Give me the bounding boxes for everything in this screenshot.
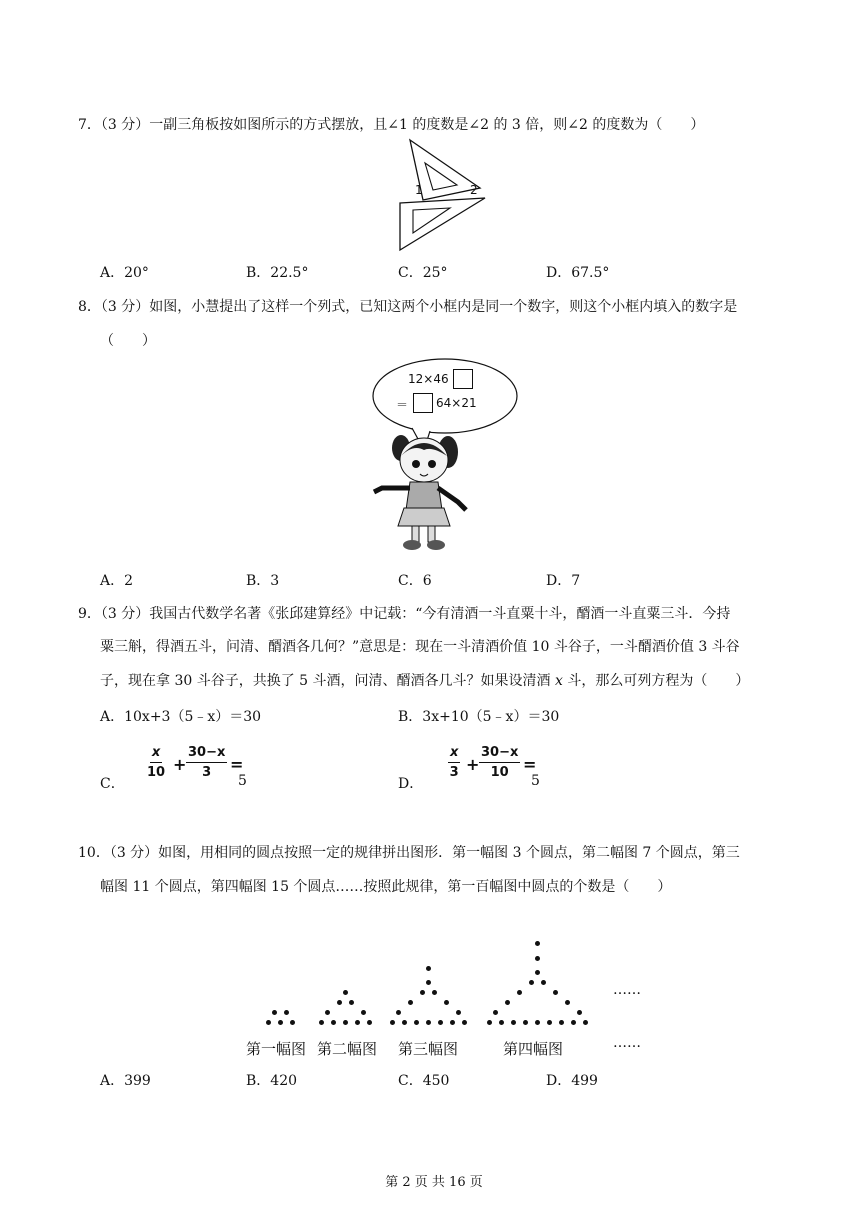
pattern-dot [355,1020,360,1025]
q9-option-d[interactable]: D． [398,776,424,792]
pattern-dot [553,990,558,995]
pattern-dot [583,1020,588,1025]
pattern-dot [493,1010,498,1015]
q9-variable: x [554,673,563,689]
q9-d-rhs: 5 [531,773,540,789]
q10-line1: 10．（3 分）如图，用相同的圆点按照一定的规律拼出图形．第一幅图 3 个圆点，第二幅图 7 个圆点，第三 [78,845,740,861]
pattern-dot [577,1010,582,1015]
ellipsis-top: …… [613,982,641,998]
figure-label-4: 第四幅图 [503,1040,564,1058]
q8-option-c[interactable]: C．6 [398,573,432,589]
q9-line2: 粟三斛，得酒五斗，问清、醑酒各几何？”意思是：现在一斗清酒价值 10 斗谷子，一斗醑酒价值 3 斗谷 [100,639,740,655]
pattern-dot [547,1020,552,1025]
q10-option-a[interactable]: A．399 [100,1073,151,1089]
pattern-dot [565,1000,570,1005]
pattern-dot [290,1020,295,1025]
pattern-dot [426,966,431,971]
figure-label-2: 第二幅图 [317,1040,378,1058]
ellipsis-bottom: …… [613,1035,641,1051]
pattern-dot [541,980,546,985]
pattern-dot [420,990,425,995]
pattern-dot [367,1020,372,1025]
q9-line3-part1: 子，现在拿 30 斗谷子，共换了 5 斗酒，问清、醑酒各几斗？如果设清酒 [100,673,551,689]
q8-stem-line2: （ ） [100,333,156,349]
pattern-dot [462,1020,467,1025]
q9-d-plus: + [466,755,480,774]
q9-line3 [100,670,749,690]
pattern-dot [343,990,348,995]
pattern-dot [402,1020,407,1025]
pattern-dot [438,1020,443,1025]
q10-option-c[interactable]: C．450 [398,1073,450,1089]
pattern-dot [499,1020,504,1025]
pattern-dot [571,1020,576,1025]
q9-d-fraction2: $\frac{30-x}{10}$ [481,745,519,780]
pattern-dot [390,1020,395,1025]
q9-d-equals: = [523,755,537,774]
bubble-equals: ＝ [396,398,409,412]
pattern-dot [432,990,437,995]
pattern-dot [349,1000,354,1005]
pattern-dot [414,1020,419,1025]
pattern-dot [444,1000,449,1005]
q10-line2: 幅图 11 个圆点，第四幅图 15 个圆点……按照此规律，第一百幅图中圆点的个数是（ ） [100,879,672,895]
pattern-dot [456,1010,461,1015]
pattern-dot [511,1020,516,1025]
q9-c-equals: = [230,755,244,774]
pattern-dot [535,956,540,961]
pattern-dot [331,1020,336,1025]
q7-option-b[interactable]: B．22.5° [246,265,309,281]
q10-option-d[interactable]: D．499 [546,1073,598,1089]
pattern-dot [266,1020,271,1025]
pattern-dot [505,1000,510,1005]
triangle-rulers-figure [395,138,495,253]
pattern-dot [343,1020,348,1025]
answer-box-1 [453,369,473,389]
q7-stem: 7．（3 分）一副三角板按如图所示的方式摆放，且∠1 的度数是∠2 的 3 倍，则∠2 的度数为（ ） [78,117,705,133]
q9-d-fraction1: $\frac{x}{3}$ [449,745,459,780]
bubble-line1: 12×46 [408,372,449,386]
angle-2-label: 2 [470,183,478,197]
q9-option-c[interactable]: C． [100,776,125,792]
pattern-dot [272,1010,277,1015]
q9-c-plus: + [173,755,187,774]
q9-line1: 9．（3 分）我国古代数学名著《张邱建算经》中记载：“今有清酒一斗直粟十斗，醑酒一斗直粟三斗．今持 [78,606,731,622]
pattern-dot [535,1020,540,1025]
q8-option-d[interactable]: D．7 [546,573,581,589]
pattern-dot [523,1020,528,1025]
pattern-dot [408,1000,413,1005]
q9-line3-part2: 斗，那么可列方程为（ ） [567,673,750,689]
pattern-dot [559,1020,564,1025]
q10-option-b[interactable]: B．420 [246,1073,298,1089]
pattern-dot [396,1010,401,1015]
q9-c-fraction2: $\frac{30-x}{3}$ [188,745,226,780]
pattern-dot [337,1000,342,1005]
q8-option-b[interactable]: B．3 [246,573,280,589]
q7-option-a[interactable]: A．20° [100,265,149,281]
q9-c-rhs: 5 [238,773,247,789]
pattern-dot [535,970,540,975]
pattern-dot [517,990,522,995]
q9-option-b[interactable]: B．3x+10（5﹣x）＝30 [398,709,560,725]
page-footer: 第 2 页 共 16 页 [385,1175,483,1190]
q8-stem-line1: 8．（3 分）如图，小慧提出了这样一个列式，已知这两个小框内是同一个数字，则这个小框内填入的数字是 [78,299,738,315]
girl-illustration [368,430,478,555]
angle-1-label: 1 [415,183,423,197]
q7-option-d[interactable]: D．67.5° [546,265,610,281]
pattern-dot [319,1020,324,1025]
q9-option-a[interactable]: A．10x+3（5﹣x）＝30 [100,709,262,725]
figure-label-1: 第一幅图 [246,1040,307,1058]
pattern-dot [426,980,431,985]
q7-option-c[interactable]: C．25° [398,265,448,281]
pattern-dot [529,980,534,985]
figure-label-3: 第三幅图 [398,1040,459,1058]
pattern-dot [535,941,540,946]
pattern-dot [325,1010,330,1015]
pattern-dot [284,1010,289,1015]
pattern-dot [361,1010,366,1015]
q9-c-fraction1: $\frac{x}{10}$ [147,745,166,780]
pattern-dot [426,1020,431,1025]
answer-box-2 [413,393,433,413]
q8-option-a[interactable]: A．2 [100,573,134,589]
pattern-dot [450,1020,455,1025]
pattern-dot [487,1020,492,1025]
pattern-dot [278,1020,283,1025]
bubble-line2-suffix: 64×21 [436,396,477,410]
